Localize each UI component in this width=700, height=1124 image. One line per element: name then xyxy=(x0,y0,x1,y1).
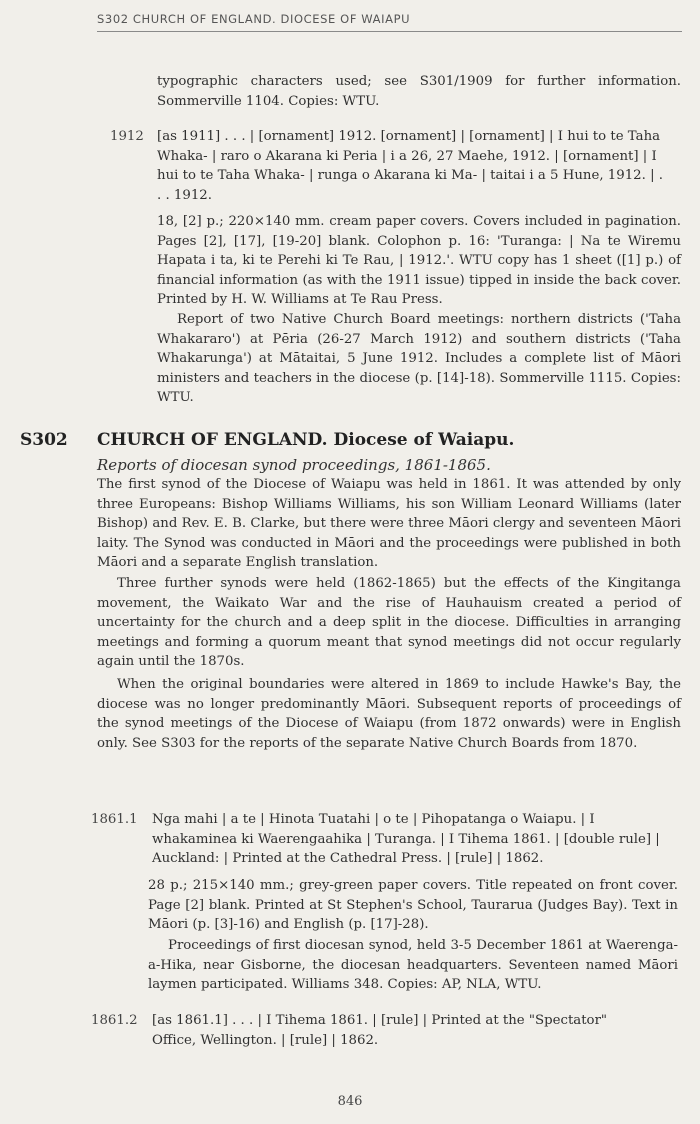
section-title: CHURCH OF ENGLAND. Diocese of Waiapu. xyxy=(97,430,515,450)
section-paragraph-1: The first synod of the Diocese of Waiapu was held in 1861. It was attended by only three Europeans: Bishop Williams Williams, his son William Leonard Williams (later Bishop) and Rev. E. B. Clarke, but there were three Māori clergy and seventeen Māori laity. The Synod was conducted in Māori and the proceedings were published in both Māori and a separate English translation. xyxy=(97,477,681,571)
entry-1912-title: [as 1911] . . . | [ornament] 1912. [ornament] | [ornament] | I hui to te Taha Whaka- | raro o Akarana ki Peria | i a 26, 27 Maehe, 1912. | [ornament] | I hui to te Taha Whaka- | runga o Akarana ki Ma- | taitai i a 5 Hune, 1912. | . . . 1912. xyxy=(157,129,664,203)
section-number: S302 xyxy=(20,430,68,450)
section-paragraph-2: Three further synods were held (1862-1865) but the effects of the Kingitanga movement, the Waikato War and the rise of Hauhauism created a period of uncertainty for the church and a deep split in the diocese. Difficulties in arranging meetings and forming a quorum meant that synod meetings did not occur regularly again until the 1870s. xyxy=(97,576,681,670)
running-head: S302 CHURCH OF ENGLAND. DIOCESE OF WAIAPU xyxy=(97,12,682,32)
entry-1861-1-title: Nga mahi | a te | Hinota Tuatahi | o te | Pihopatanga o Waiapu. | I whakaminea ki Waerengaahika | Turanga. | I Tihema 1861. | [double rule] | Auckland: | Printed at the Cathedral Press. | [rule] | 1862. xyxy=(152,812,660,867)
entry-1861-1-description: 28 p.; 215×140 mm.; grey-green paper covers. Title repeated on front cover. Page [2] blank. Printed at St Stephen's School, Taurarua (Judges Bay). Text in Māori (p. [3]-16) and English (p. [17]-28). xyxy=(148,878,678,933)
entry-number-1912: 1912 xyxy=(110,129,144,144)
continuation-text: typographic characters used; see S301/1909 for further information. Sommerville 1104. Copies: WTU. xyxy=(157,74,681,109)
entry-1912-description: 18, [2] p.; 220×140 mm. cream paper covers. Covers included in pagination. Pages [2], [17], [19-20] blank. Colophon p. 16: 'Turanga: | Na te Wiremu Hapata i ta, ki te Perehi ki Te Rau, | 1912.'. WTU copy has 1 sheet ([1] p.) of financial information (as with the 1911 issue) tipped in inside the back cover. Printed by H. W. Williams at Te Rau Press. xyxy=(157,214,681,308)
entry-number-1861-1: 1861.1 xyxy=(91,812,138,827)
page-number: 846 xyxy=(337,1094,363,1109)
entry-number-1861-2: 1861.2 xyxy=(91,1013,138,1028)
section-subtitle: Reports of diocesan synod proceedings, 1861-1865. xyxy=(97,456,491,474)
entry-1861-1-note: Proceedings of first diocesan synod, held 3-5 December 1861 at Waerenga-a-Hika, near Gisborne, the diocesan headquarters. Seventeen named Māori laymen participated. Williams 348. Copies: AP, NLA, WTU. xyxy=(148,938,678,993)
entry-1861-2-title: [as 1861.1] . . . | I Tihema 1861. | [rule] | Printed at the "Spectator" Office, Wellington. | [rule] | 1862. xyxy=(152,1013,608,1048)
section-paragraph-3: When the original boundaries were altered in 1869 to include Hawke's Bay, the diocese was no longer predominantly Māori. Subsequent reports of proceedings of the synod meetings of the Diocese of Waiapu (from 1872 onwards) were in English only. See S303 for the reports of the separate Native Church Boards from 1870. xyxy=(97,677,681,751)
entry-1912-note: Report of two Native Church Board meetings: northern districts ('Taha Whakararo') at Pēria (26-27 March 1912) and southern districts ('Taha Whakarunga') at Mātaitai, 5 June 1912. Includes a complete list of Māori ministers and teachers in the diocese (p. [14]-18). Sommerville 1115. Copies: WTU. xyxy=(157,312,681,406)
